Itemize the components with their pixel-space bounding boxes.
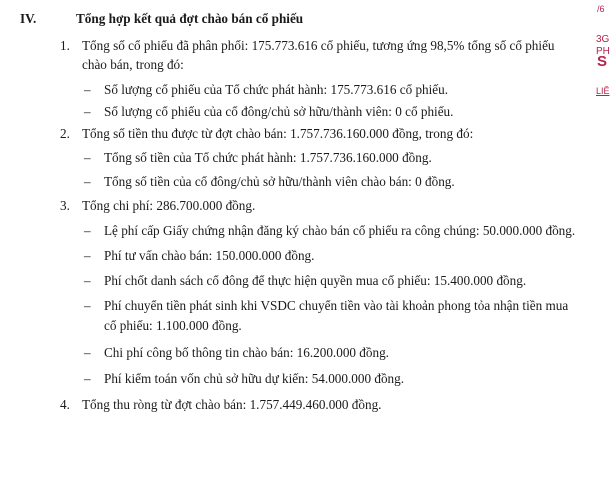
item-3-sub-5: Chi phí công bố thông tin chào bán: 16.200.000 đồng. bbox=[104, 345, 389, 360]
dash-marker: – bbox=[84, 104, 91, 119]
item-1-number: 1. bbox=[60, 38, 70, 53]
dash-marker: – bbox=[84, 223, 91, 238]
edge-fragment: PH bbox=[596, 46, 610, 57]
dash-marker: – bbox=[84, 371, 91, 386]
edge-fragment: S bbox=[597, 53, 608, 70]
item-2-number: 2. bbox=[60, 126, 70, 141]
dash-marker: – bbox=[84, 345, 91, 360]
item-2-sub-1: Tổng số tiền của Tổ chức phát hành: 1.757.736.160.000 đồng. bbox=[104, 150, 432, 165]
item-2-sub-2: Tổng số tiền của cổ đông/chủ sở hữu/thành viên chào bán: 0 đồng. bbox=[104, 174, 455, 189]
item-1-sub-2: Số lượng cổ phiếu của cổ đông/chủ sở hữu/thành viên: 0 cổ phiếu. bbox=[104, 104, 454, 119]
edge-fragment: LIÊ bbox=[596, 86, 610, 96]
item-3-sub-4-line1: Phí chuyển tiền phát sinh khi VSDC chuyển tiền vào tài khoản phong tỏa nhận tiền mua bbox=[104, 298, 569, 313]
edge-fragment: 3G bbox=[596, 34, 610, 45]
item-1-text-line1: Tổng số cổ phiếu đã phân phối: 175.773.616 cổ phiếu, tương ứng 98,5% tổng số cổ phiếu bbox=[82, 38, 555, 53]
section-number: IV. bbox=[20, 11, 37, 26]
dash-marker: – bbox=[84, 82, 91, 97]
item-4-number: 4. bbox=[60, 397, 70, 412]
dash-marker: – bbox=[84, 174, 91, 189]
section-title: Tổng hợp kết quả đợt chào bán cổ phiếu bbox=[76, 11, 304, 26]
item-3-text: Tổng chi phí: 286.700.000 đồng. bbox=[82, 198, 256, 213]
edge-fragment: /6 bbox=[597, 4, 605, 14]
dash-marker: – bbox=[84, 298, 91, 313]
item-3-sub-4-line2: cổ phiếu: 1.100.000 đồng. bbox=[104, 318, 242, 333]
item-3-sub-3: Phí chốt danh sách cổ đông để thực hiện quyền mua cổ phiếu: 15.400.000 đồng. bbox=[104, 273, 527, 288]
item-3-sub-1: Lệ phí cấp Giấy chứng nhận đăng ký chào bán cổ phiếu ra công chúng: 50.000.000 đồng. bbox=[104, 223, 576, 238]
dash-marker: – bbox=[84, 248, 91, 263]
item-3-number: 3. bbox=[60, 198, 70, 213]
item-3-sub-6: Phí kiểm toán vốn chủ sở hữu dự kiến: 54.000.000 đồng. bbox=[104, 371, 405, 386]
item-1-text-line2: chào bán, trong đó: bbox=[82, 57, 184, 72]
item-2-text: Tổng số tiền thu được từ đợt chào bán: 1.757.736.160.000 đồng, trong đó: bbox=[82, 126, 474, 141]
dash-marker: – bbox=[84, 150, 91, 165]
item-1-sub-1: Số lượng cổ phiếu của Tổ chức phát hành: 175.773.616 cổ phiếu. bbox=[104, 82, 449, 97]
dash-marker: – bbox=[84, 273, 91, 288]
item-3-sub-2: Phí tư vấn chào bán: 150.000.000 đồng. bbox=[104, 248, 315, 263]
item-4-text: Tổng thu ròng từ đợt chào bán: 1.757.449.460.000 đồng. bbox=[82, 397, 382, 412]
